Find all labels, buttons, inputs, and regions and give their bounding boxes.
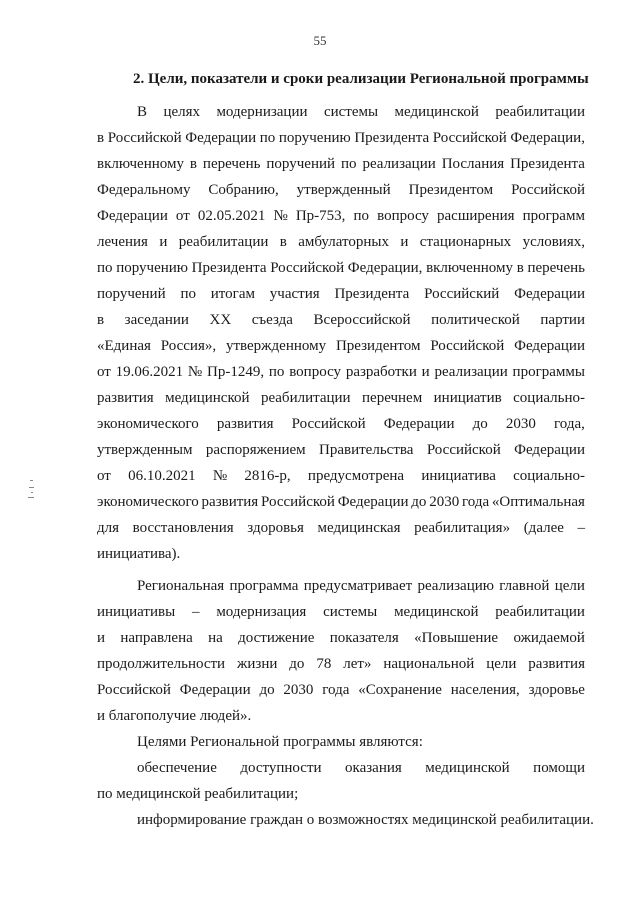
body-line: информирование граждан о возможностях медицинской реабилитации. — [137, 812, 594, 828]
body-line: Федеральному Собранию, утвержденный Президентом Российской — [97, 182, 585, 198]
body-line: инициативы – модернизация системы медицинской реабилитации — [97, 604, 585, 620]
body-line: в заседании XX съезда Всероссийской политической партии — [97, 312, 585, 328]
margin-scan-mark — [28, 478, 36, 500]
body-line: развития медицинской реабилитации перечнем инициатив социально- — [97, 390, 585, 406]
body-line: экономического развития Российской Федерации до 2030 года, — [97, 416, 585, 432]
body-line: утвержденным распоряжением Правительства Российской Федерации — [97, 442, 585, 458]
body-line: экономического развития Российской Федерации до 2030 года «Оптимальная — [97, 494, 585, 510]
body-line: Российской Федерации до 2030 года «Сохранение населения, здоровье — [97, 682, 585, 698]
body-line: от 19.06.2021 № Пр-1249, по вопросу разработки и реализации программы — [97, 364, 585, 380]
body-line: поручений по итогам участия Президента Российский Федерации — [97, 286, 585, 302]
body-line: Целями Региональной программы являются: — [137, 734, 423, 750]
body-line: обеспечение доступности оказания медицинской помощи — [137, 760, 585, 776]
body-line: инициатива). — [97, 546, 181, 562]
page-number: 55 — [313, 33, 327, 48]
body-line: и благополучие людей». — [97, 708, 252, 724]
section-heading: 2. Цели, показатели и сроки реализации Региональной программы — [133, 71, 589, 87]
body-line: включенному в перечень поручений по реализации Послания Президента — [97, 156, 585, 172]
body-line: по поручению Президента Российской Федерации, включенному в перечень — [97, 260, 585, 276]
body-line: для восстановления здоровья медицинская реабилитация» (далее – — [97, 520, 585, 536]
body-line: в Российской Федерации по поручению Президента Российской Федерации, — [97, 130, 585, 146]
body-line: от 06.10.2021 № 2816-р, предусмотрена инициатива социально- — [97, 468, 585, 484]
body-line: В целях модернизации системы медицинской реабилитации — [137, 104, 585, 120]
body-line: Федерации от 02.05.2021 № Пр-753, по вопросу расширения программ — [97, 208, 585, 224]
body-line: и направлена на достижение показателя «Повышение ожидаемой — [97, 630, 585, 646]
body-line: «Единая Россия», утвержденному Президентом Российской Федерации — [97, 338, 585, 354]
body-line: по медицинской реабилитации; — [97, 786, 299, 802]
body-line: продолжительности жизни до 78 лет» национальной цели развития — [97, 656, 585, 672]
body-line: лечения и реабилитации в амбулаторных и стационарных условиях, — [97, 234, 585, 250]
body-line: Региональная программа предусматривает реализацию главной цели — [137, 578, 585, 594]
